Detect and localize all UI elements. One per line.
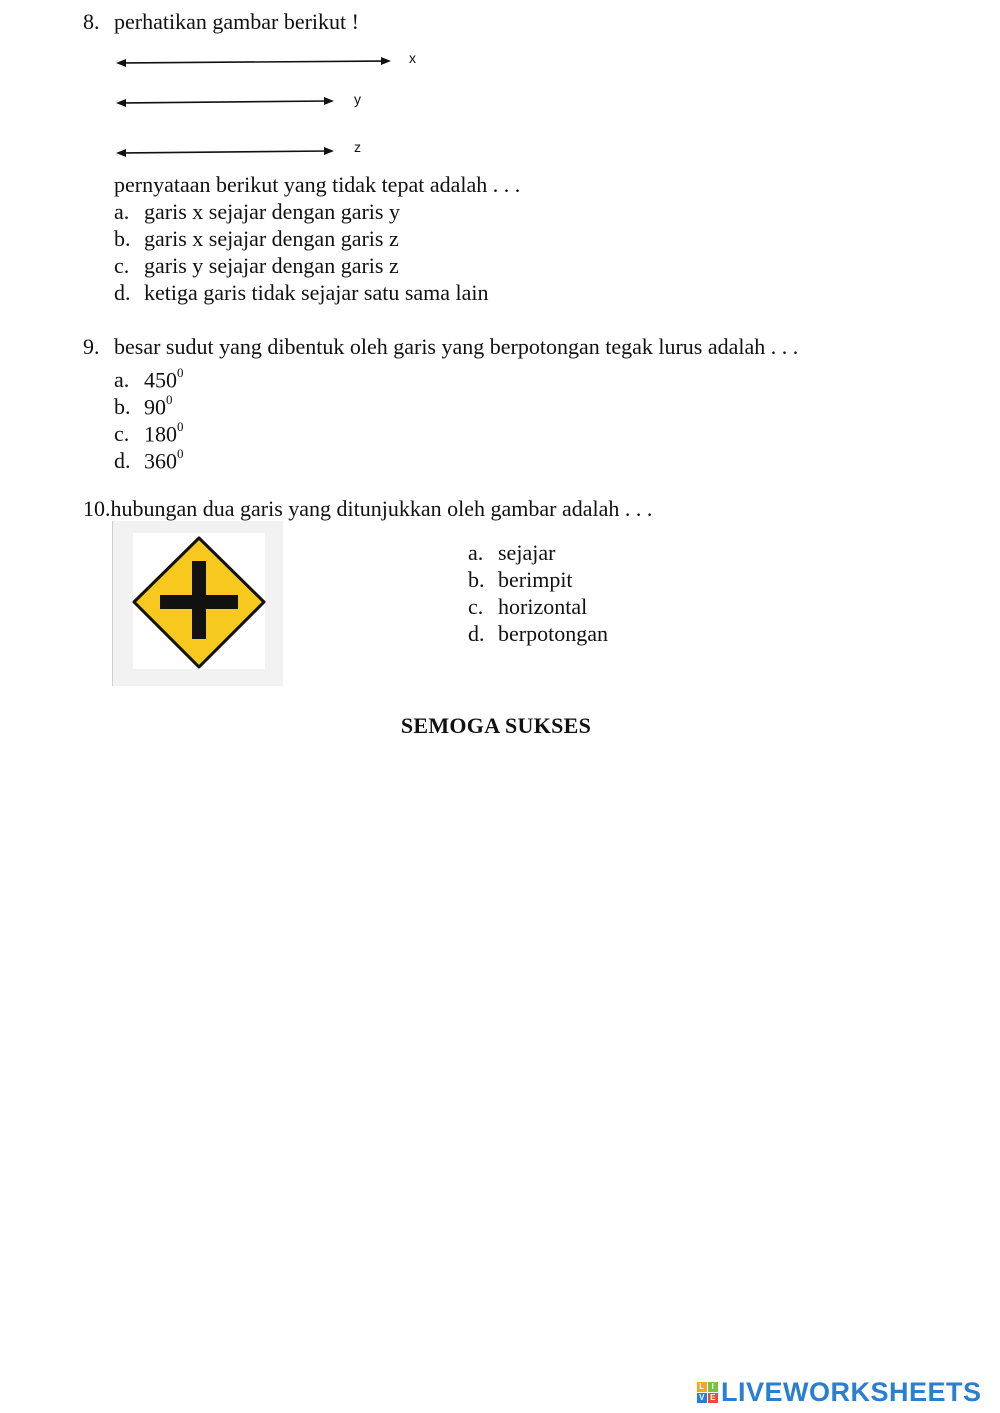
question-9-option-d[interactable] bbox=[114, 442, 184, 474]
option-text: garis y sejajar dengan garis z bbox=[144, 253, 399, 278]
logo-tile: L bbox=[697, 1382, 707, 1392]
option-value: 90 bbox=[144, 394, 166, 420]
line-label-y: y bbox=[354, 91, 361, 107]
line-label-z: z bbox=[354, 139, 361, 155]
option-letter: d. bbox=[114, 448, 131, 474]
option-value: 360 bbox=[144, 448, 177, 474]
option-letter: b. bbox=[114, 226, 131, 251]
liveworksheets-brand[interactable] bbox=[697, 1377, 982, 1408]
question-8-option-a[interactable] bbox=[114, 198, 400, 225]
degree-superscript: 0 bbox=[166, 392, 173, 407]
question-10-option-c[interactable] bbox=[468, 593, 587, 620]
option-letter: c. bbox=[468, 594, 484, 619]
question-8-option-d[interactable] bbox=[114, 279, 489, 306]
line-label-x: x bbox=[409, 50, 416, 66]
option-letter: a. bbox=[114, 367, 130, 393]
option-letter: c. bbox=[114, 421, 130, 447]
option-text: sejajar bbox=[498, 540, 556, 565]
question-10-option-d[interactable] bbox=[468, 620, 608, 647]
question-8-option-c[interactable] bbox=[114, 252, 399, 279]
option-letter: c. bbox=[114, 253, 130, 278]
option-letter: b. bbox=[468, 567, 485, 592]
option-text: ketiga garis tidak sejajar satu sama lain bbox=[144, 280, 489, 305]
option-text: berpotongan bbox=[498, 621, 608, 646]
brand-name: LIVEWORKSHEETS bbox=[721, 1377, 982, 1407]
line-z bbox=[116, 147, 334, 157]
degree-superscript: 0 bbox=[177, 419, 184, 434]
question-10-prompt: hubungan dua garis yang ditunjukkan oleh gambar adalah . . . bbox=[110, 496, 653, 521]
option-value: 450 bbox=[144, 367, 177, 393]
option-letter: d. bbox=[468, 621, 485, 646]
option-text: garis x sejajar dengan garis z bbox=[144, 226, 399, 251]
crossroad-sign-icon bbox=[113, 521, 283, 686]
question-8 bbox=[83, 8, 359, 35]
question-8-prompt: perhatikan gambar berikut ! bbox=[114, 9, 359, 34]
question-9-number: 9. bbox=[83, 334, 100, 359]
option-text: berimpit bbox=[498, 567, 573, 592]
question-10 bbox=[83, 495, 652, 522]
option-letter: a. bbox=[114, 199, 130, 224]
option-text: garis x sejajar dengan garis y bbox=[144, 199, 400, 224]
liveworksheets-logo-icon bbox=[697, 1382, 718, 1403]
degree-superscript: 0 bbox=[177, 446, 184, 461]
line-x bbox=[116, 57, 391, 67]
question-10-option-a[interactable] bbox=[468, 539, 555, 566]
closing-text: SEMOGA SUKSES bbox=[400, 713, 592, 738]
question-8-number: 8. bbox=[83, 9, 100, 34]
line-y bbox=[116, 97, 334, 107]
logo-tile: I bbox=[708, 1382, 718, 1392]
option-letter: d. bbox=[114, 280, 131, 305]
option-letter: a. bbox=[468, 540, 484, 565]
crossroad-sign-image bbox=[112, 521, 283, 686]
parallel-lines-figure bbox=[110, 45, 440, 165]
option-value: 180 bbox=[144, 421, 177, 447]
logo-tile: V bbox=[697, 1393, 707, 1403]
option-text: horizontal bbox=[498, 594, 588, 619]
option-letter: b. bbox=[114, 394, 131, 420]
question-8-option-b[interactable] bbox=[114, 225, 399, 252]
logo-tile: E bbox=[708, 1393, 718, 1403]
question-10-number: 10. bbox=[83, 496, 111, 521]
question-9-prompt: besar sudut yang dibentuk oleh garis yang berpotongan tegak lurus adalah . . . bbox=[114, 334, 799, 359]
question-9 bbox=[83, 333, 798, 360]
question-8-statement: pernyataan berikut yang tidak tepat adalah . . . bbox=[114, 172, 521, 197]
question-10-option-b[interactable] bbox=[468, 566, 573, 593]
degree-superscript: 0 bbox=[177, 365, 184, 380]
